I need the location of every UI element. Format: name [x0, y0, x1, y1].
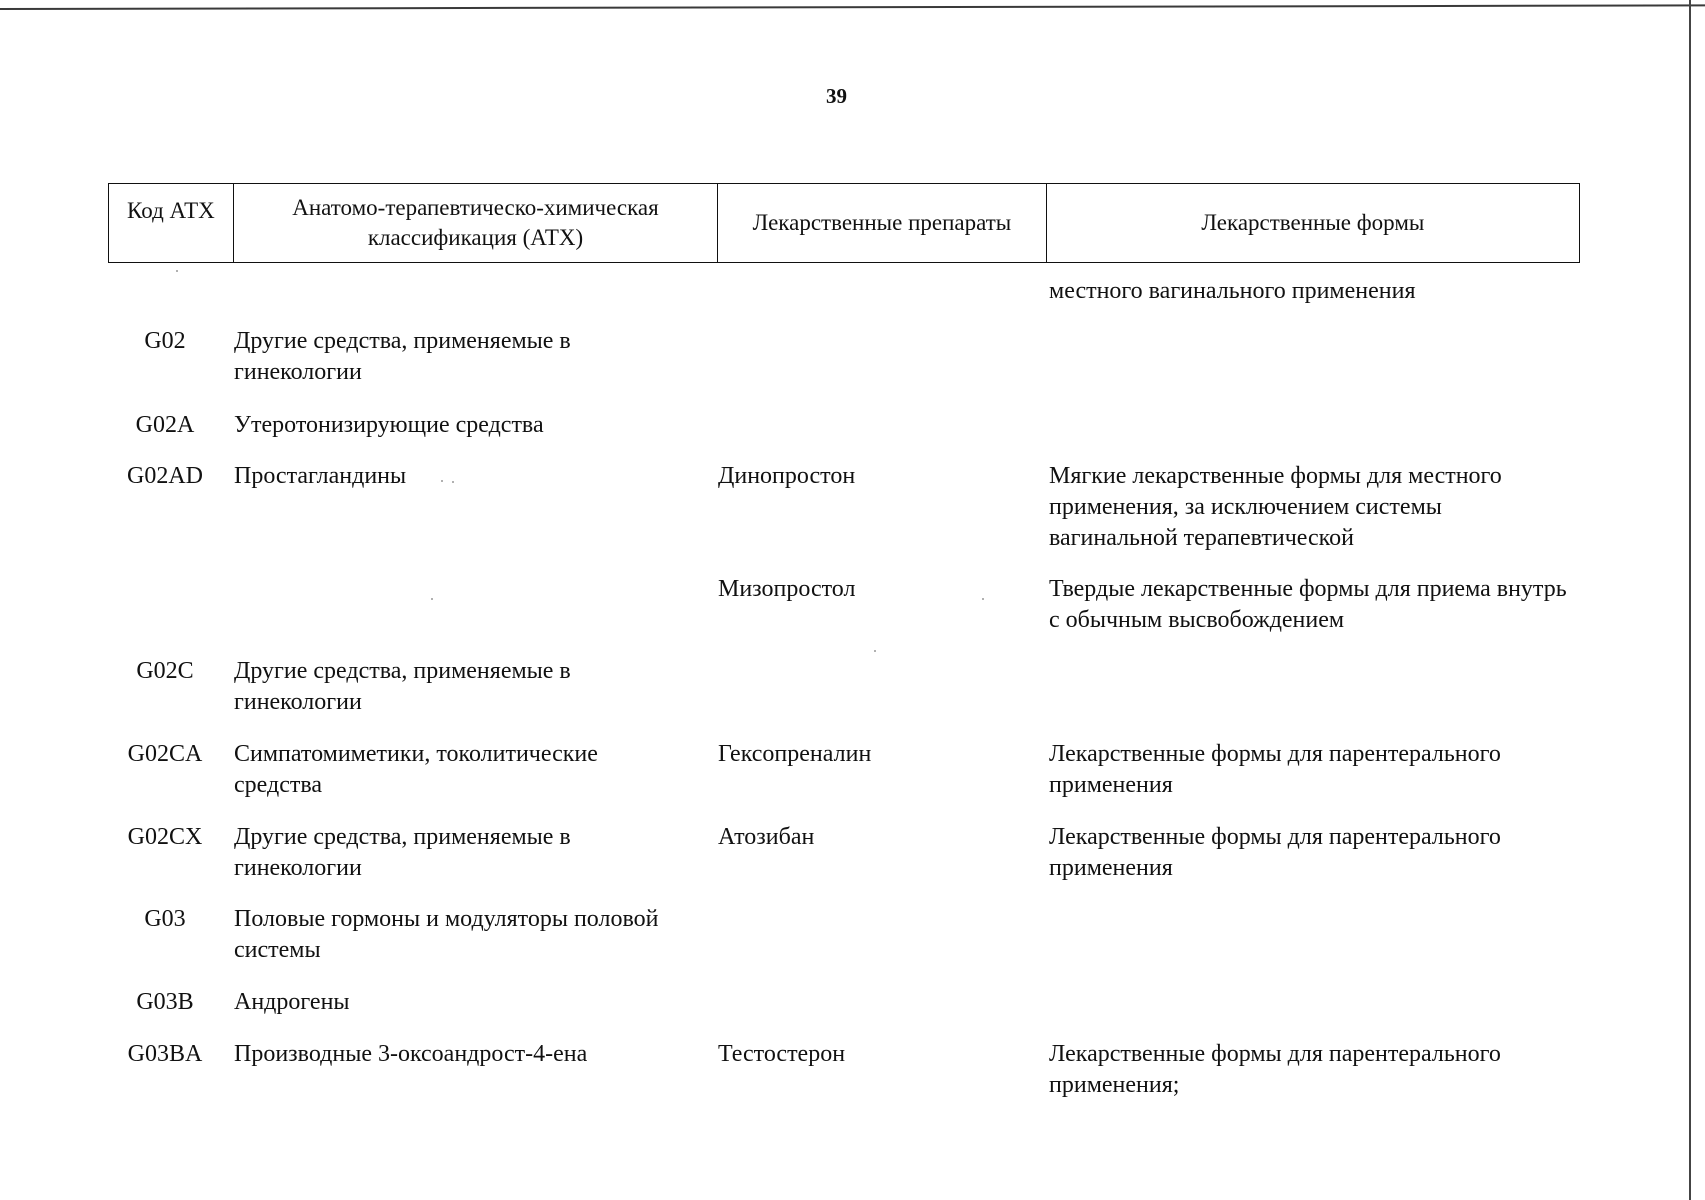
row-code: G03 — [144, 906, 186, 932]
scan-speck — [176, 270, 178, 272]
header-code: Код АТХ — [109, 184, 234, 262]
row-form: Лекарственные формы для парентерального применения — [1049, 824, 1501, 881]
row-code: G03BA — [127, 1041, 203, 1067]
row-atc: Другие средства, применяемые в гинекологии — [234, 824, 571, 881]
row-atc: Простагландины — [234, 463, 407, 489]
scan-speck — [431, 598, 433, 600]
row-code: G02CX — [127, 824, 203, 850]
row-form: Мягкие лекарственные формы для местного применения, за исключением системы вагинальной терапевтической — [1049, 463, 1502, 551]
row-form: Лекарственные формы для парентерального применения — [1049, 741, 1501, 798]
row-atc: Другие средства, применяемые в гинекологии — [234, 658, 571, 715]
row-code: G02A — [135, 412, 195, 438]
row-drug: Мизопростол — [718, 576, 856, 602]
row-drug: Тестостерон — [718, 1041, 846, 1067]
row-code: G02C — [136, 658, 194, 684]
header-forms: Лекарственные формы — [1201, 210, 1425, 235]
row-code: G02 — [144, 328, 186, 354]
row-form: Твердые лекарственные формы для приема внутрь с обычным высвобождением — [1049, 576, 1567, 633]
row-atc: Утеротонизирующие средства — [234, 412, 544, 438]
row-atc: Другие средства, применяемые в гинекологии — [234, 328, 571, 385]
row-code: G02AD — [127, 463, 203, 489]
row-drug: Гексопреналин — [718, 741, 872, 767]
row-atc: Андрогены — [234, 989, 350, 1015]
row-form: Лекарственные формы для парентерального применения; — [1049, 1041, 1501, 1098]
header-drugs: Лекарственные препараты — [718, 184, 1047, 262]
scan-speck — [452, 481, 454, 483]
row-code: G02CA — [127, 741, 203, 767]
page-number: 39 — [826, 84, 847, 108]
scan-speck — [441, 480, 443, 482]
row-drug: Динопростон — [718, 463, 856, 489]
row-atc: Половые гормоны и модуляторы половой системы — [234, 906, 659, 963]
row-drug: Атозибан — [718, 824, 815, 850]
scan-speck — [874, 650, 876, 652]
scan-speck — [982, 598, 984, 600]
row-atc: Производные 3-оксоандрост-4-ена — [234, 1041, 588, 1067]
row-atc: Симпатомиметики, токолитические средства — [234, 741, 598, 798]
header-atc: Анатомо-терапевтическо-химическая классификация (АТХ) — [234, 184, 718, 262]
row-code: G03B — [136, 989, 194, 1015]
row-form: местного вагинального применения — [1049, 278, 1416, 304]
